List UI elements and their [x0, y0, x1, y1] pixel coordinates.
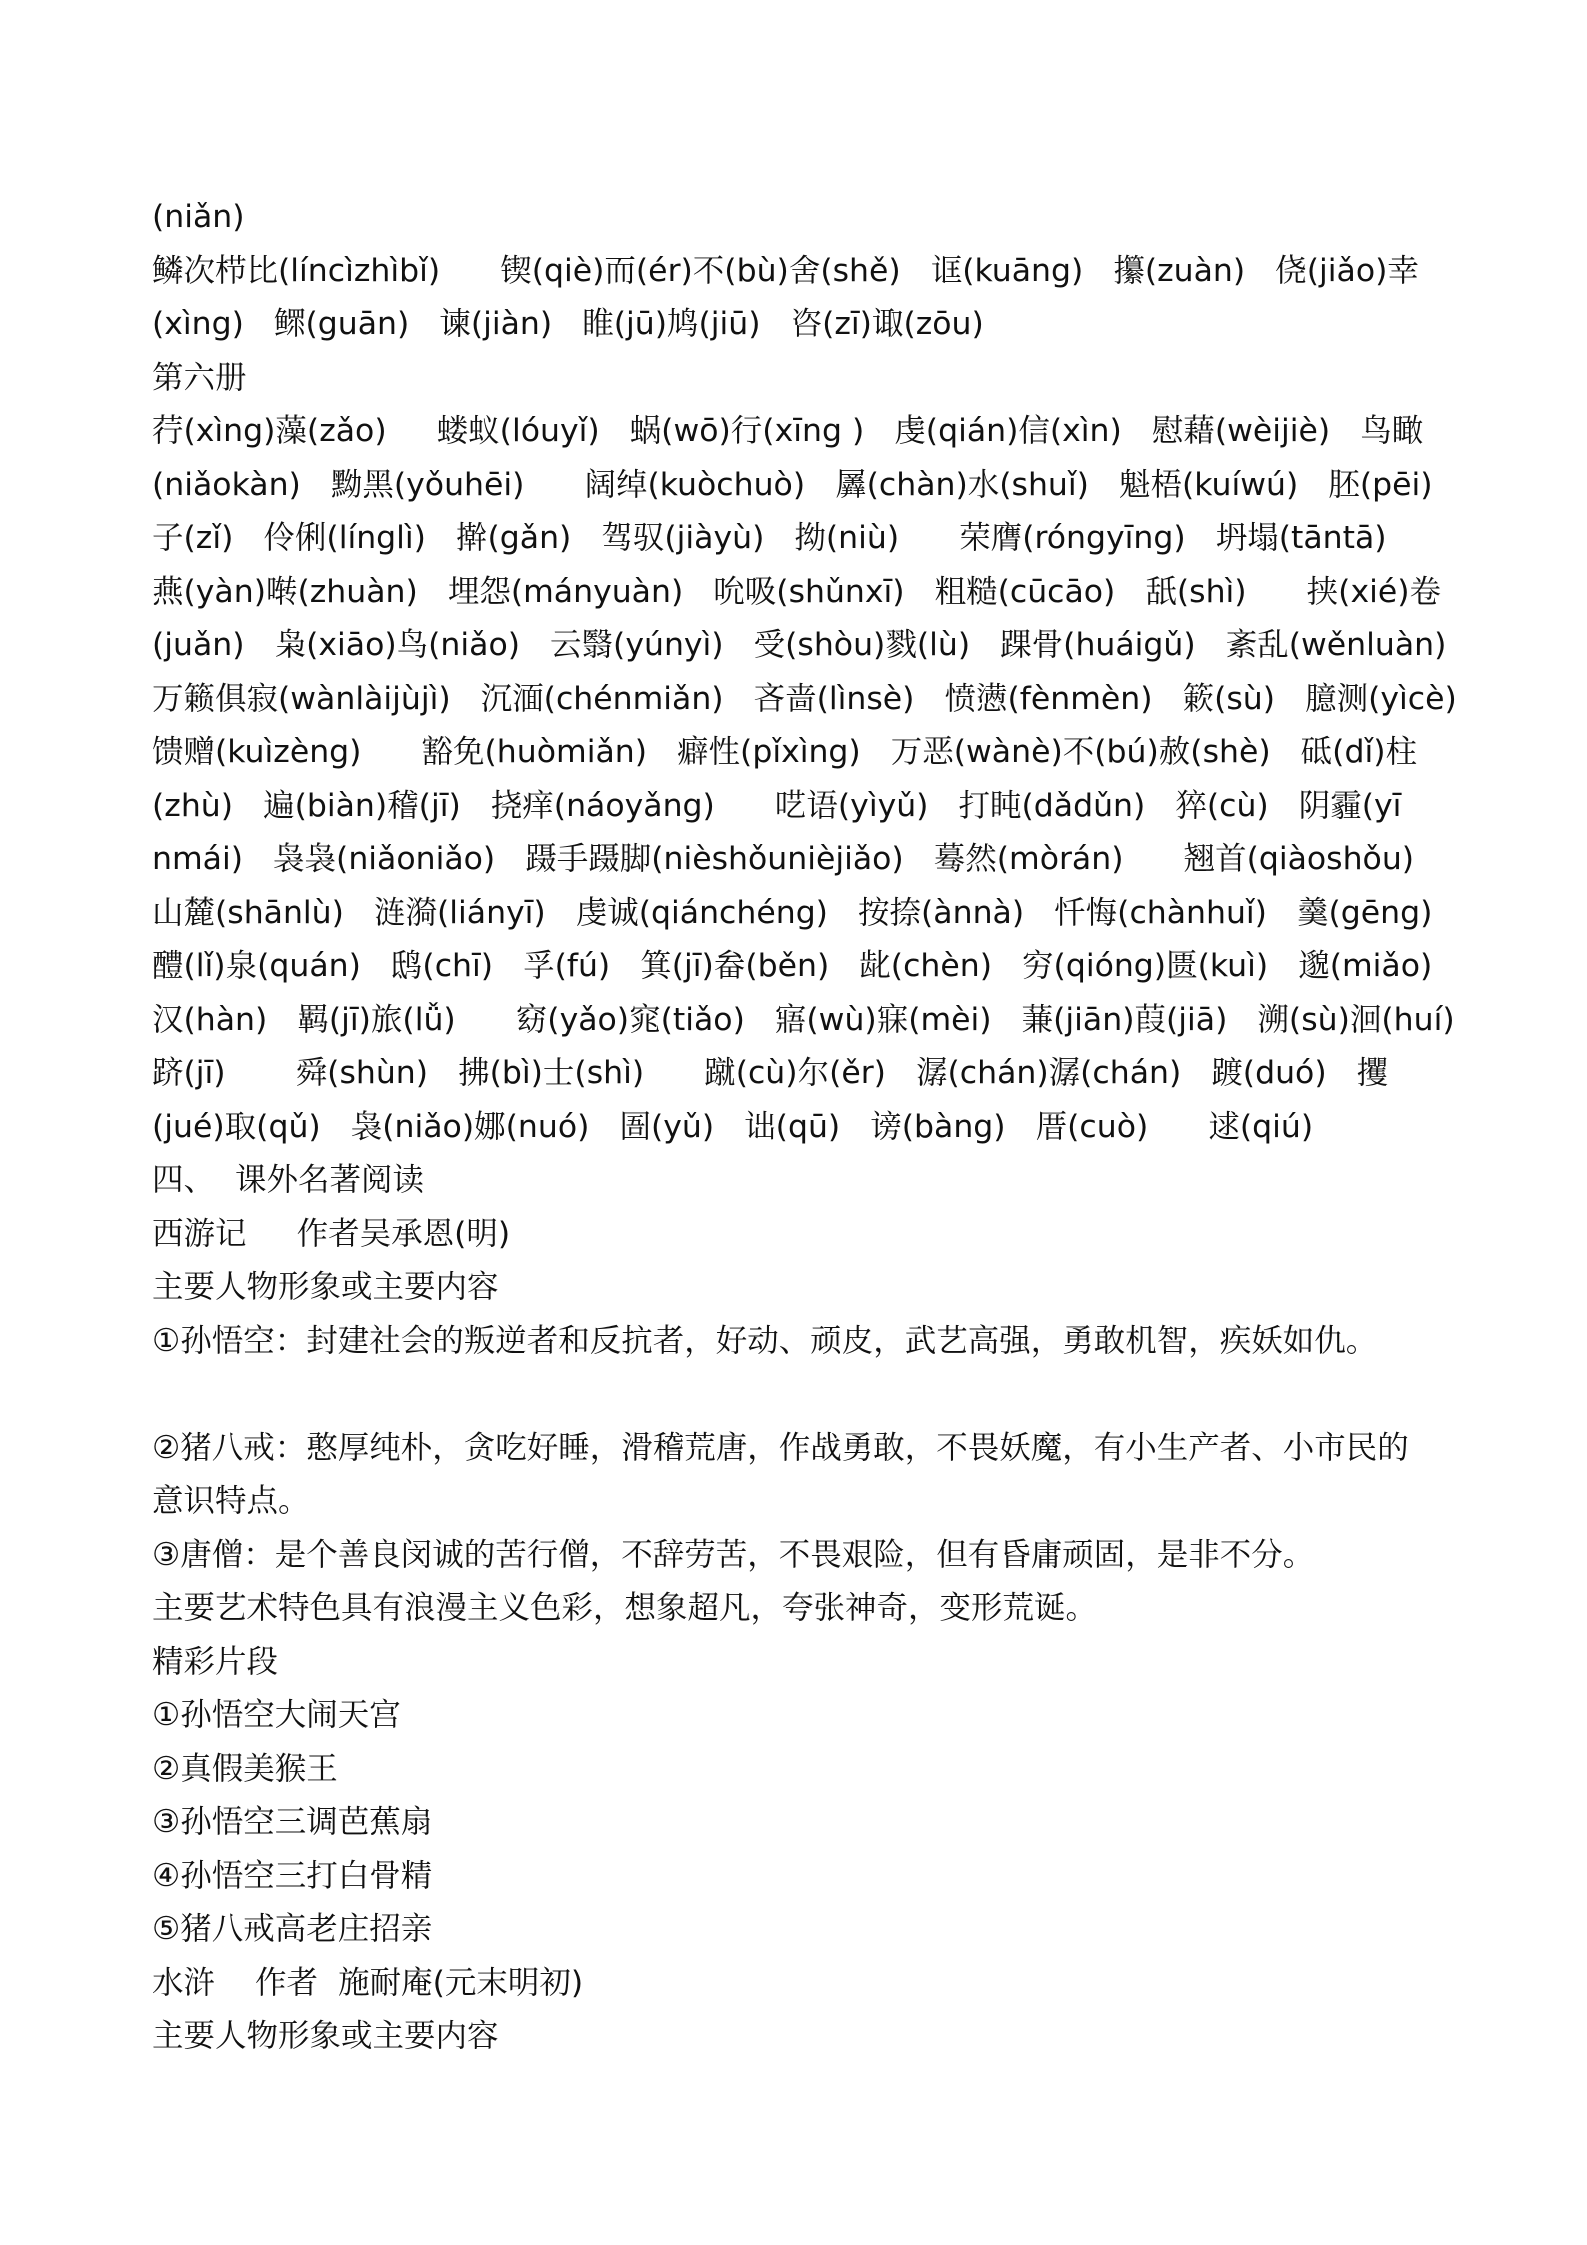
text-line: (niǎokàn) 黝黑(yǒuhēi) 阔绰(kuòchuò) 羼(chàn)水(shuǐ) 魁梧(kuíwú) 胚(pēi): [152, 466, 1433, 503]
book-title: 西游记 作者吴承恩(明): [152, 1215, 511, 1252]
list-item: ③孙悟空三调芭蕉扇: [152, 1804, 433, 1840]
text-line: (jué)取(qǔ) 袅(niǎo)娜(nuó) 圄(yǔ) 诎(qū) 谤(bàng) 厝(cuò) 逑(qiú): [152, 1108, 1314, 1145]
text-line: 子(zǐ) 伶俐(línglì) 擀(gǎn) 驾驭(jiàyù) 拗(niù) 荣膺(róngyīng) 坍塌(tāntā): [152, 520, 1387, 556]
subheading: 主要人物形象或主要内容: [152, 1269, 499, 1305]
text-line: 荇(xìng)藻(zǎo) 蝼蚁(lóuyǐ) 蜗(wō)行(xīng ) 虔(qián)信(xìn) 慰藉(wèijiè) 鸟瞰: [152, 413, 1424, 449]
text-line: (juǎn) 枭(xiāo)鸟(niǎo) 云翳(yúnyì) 受(shòu)戮(lù) 踝骨(huáigǔ) 紊乱(wěnluàn): [152, 627, 1447, 663]
list-item: ④孙悟空三打白骨精: [152, 1857, 433, 1894]
subheading: 主要人物形象或主要内容: [152, 2018, 499, 2054]
text-line: 主要艺术特色具有浪漫主义色彩，想象超凡，夸张神奇，变形荒诞。: [152, 1590, 1098, 1626]
text-line: 意识特点。: [152, 1483, 310, 1519]
text-line: ①孙悟空：封建社会的叛逆者和反抗者，好动、顽皮，武艺高强，勇敢机智，疾妖如仇。: [152, 1322, 1378, 1359]
section-heading: 第六册: [152, 359, 247, 396]
text-line: 跻(jī) 舜(shùn) 拂(bì)士(shì) 蹴(cù)尔(ěr) 潺(chán)潺(chán) 踱(duó) 攫: [152, 1055, 1389, 1091]
document-body: [152, 191, 1457, 2064]
text-line: ③唐僧：是个善良闵诚的苦行僧，不辞劳苦，不畏艰险，但有昏庸顽固，是非不分。: [152, 1536, 1315, 1573]
text-line: 万籁俱寂(wànlàijùjì) 沉湎(chénmiǎn) 吝啬(lìnsè) 愤懑(fènmèn) 簌(sù) 臆测(yìcè): [152, 680, 1457, 717]
subheading: 精彩片段: [152, 1643, 279, 1680]
text-line: (niǎn): [152, 199, 245, 235]
text-line: 醴(lǐ)泉(quán) 鸱(chī) 孚(fú) 箕(jī)畚(běn) 龀(chèn) 穷(qióng)匮(kuì) 邈(miǎo): [152, 948, 1433, 984]
text-line: (zhù) 遍(biàn)稽(jī) 挠痒(náoyǎng) 呓语(yìyǔ) 打盹(dǎdǔn) 猝(cù) 阴霾(yī: [152, 787, 1402, 824]
text-line: 汉(hàn) 羁(jī)旅(lǚ) 窈(yǎo)窕(tiǎo) 寤(wù)寐(mèi) 蒹(jiān)葭(jiā) 溯(sù)洄(huí): [152, 1001, 1455, 1038]
list-item: ⑤猪八戒高老庄招亲: [152, 1911, 433, 1947]
text-line: 鳞次栉比(líncìzhìbǐ) 锲(qiè)而(ér)不(bù)舍(shě) 诓(kuāng) 攥(zuàn) 侥(jiǎo)幸: [152, 252, 1419, 289]
section-heading: 四、 课外名著阅读: [152, 1162, 425, 1198]
list-item: ①孙悟空大闹天宫: [152, 1697, 401, 1733]
list-item: ②真假美猴王: [152, 1750, 338, 1787]
text-line: ②猪八戒：憨厚纯朴，贪吃好睡，滑稽荒唐，作战勇敢，不畏妖魔，有小生产者、小市民的: [152, 1429, 1409, 1466]
text-line: (xìng) 鳏(guān) 谏(jiàn) 睢(jū)鸠(jiū) 咨(zī)诹(zōu): [152, 306, 984, 342]
blank-line: [152, 1368, 1447, 1422]
text-line: 馈赠(kuìzèng) 豁免(huòmiǎn) 癖性(pǐxìng) 万恶(wànè)不(bú)赦(shè) 砥(dǐ)柱: [152, 734, 1417, 770]
book-title: 水浒 作者 施耐庵(元末明初): [152, 1964, 584, 2001]
text-line: 山麓(shānlù) 涟漪(liányī) 虔诚(qiánchéng) 按捺(ànnà) 忏悔(chànhuǐ) 羹(gēng): [152, 894, 1433, 931]
text-line: nmái) 袅袅(niǎoniǎo) 蹑手蹑脚(nièshǒunièjiǎo) 蓦然(mòrán) 翘首(qiàoshǒu): [152, 841, 1415, 877]
text-line: 燕(yàn)啭(zhuàn) 埋怨(mányuàn) 吮吸(shǔnxī) 粗糙(cūcāo) 舐(shì) 挟(xié)卷: [152, 573, 1442, 610]
